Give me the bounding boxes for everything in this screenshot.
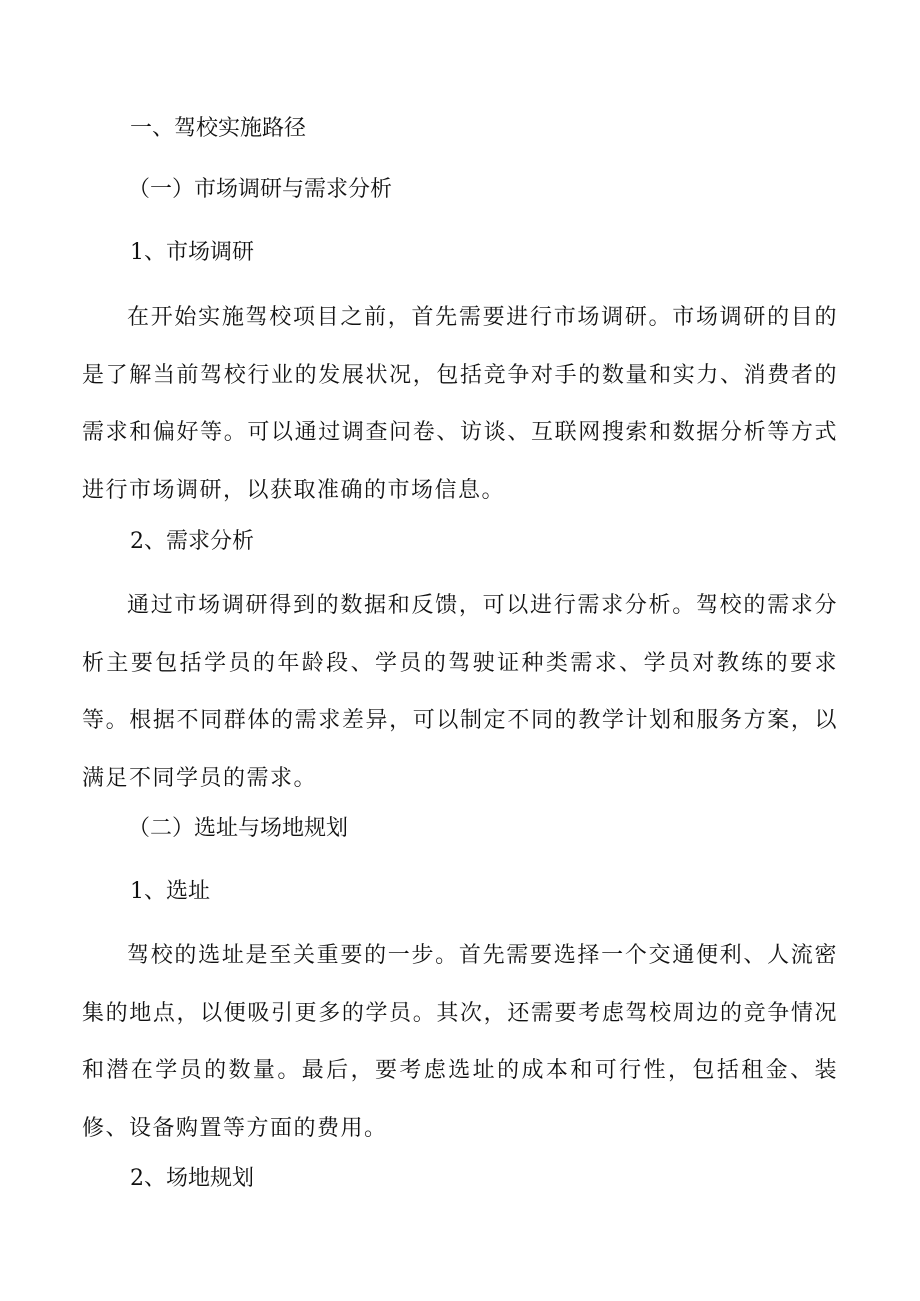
paragraph-demand-analysis: 通过市场调研得到的数据和反馈，可以进行需求分析。驾校的需求分析主要包括学员的年龄段、学员的驾驶证种类需求、学员对教练的要求等。根据不同群体的需求差异，可以制定不同的教学计划和服务方案，以满足不同学员的需求。 [82,593,838,791]
section-heading-market-research: （一）市场调研与需求分析 [128,177,393,202]
section-heading-site-planning: （二）选址与场地规划 [128,816,349,841]
paragraph-site-selection: 驾校的选址是至关重要的一步。首先需要选择一个交通便利、人流密集的地点，以便吸引更多的学员。其次，还需要考虑驾校周边的竞争情况和潜在学员的数量。最后，要考虑选址的成本和可行性，包括租金、装修、设备购置等方面的费用。 [82,943,838,1141]
subsection-heading-demand-analysis: 2、需求分析 [130,529,254,554]
chapter-heading: 一、驾校实施路径 [130,116,307,141]
paragraph-market-survey: 在开始实施驾校项目之前，首先需要进行市场调研。市场调研的目的是了解当前驾校行业的发展状况，包括竞争对手的数量和实力、消费者的需求和偏好等。可以通过调查问卷、访谈、互联网搜索和数据分析等方式进行市场调研，以获取准确的市场信息。 [82,305,838,503]
subsection-heading-site-selection: 1、选址 [130,879,210,904]
subsection-heading-market-survey: 1、市场调研 [130,240,254,265]
subsection-heading-venue-planning: 2、场地规划 [130,1166,254,1191]
